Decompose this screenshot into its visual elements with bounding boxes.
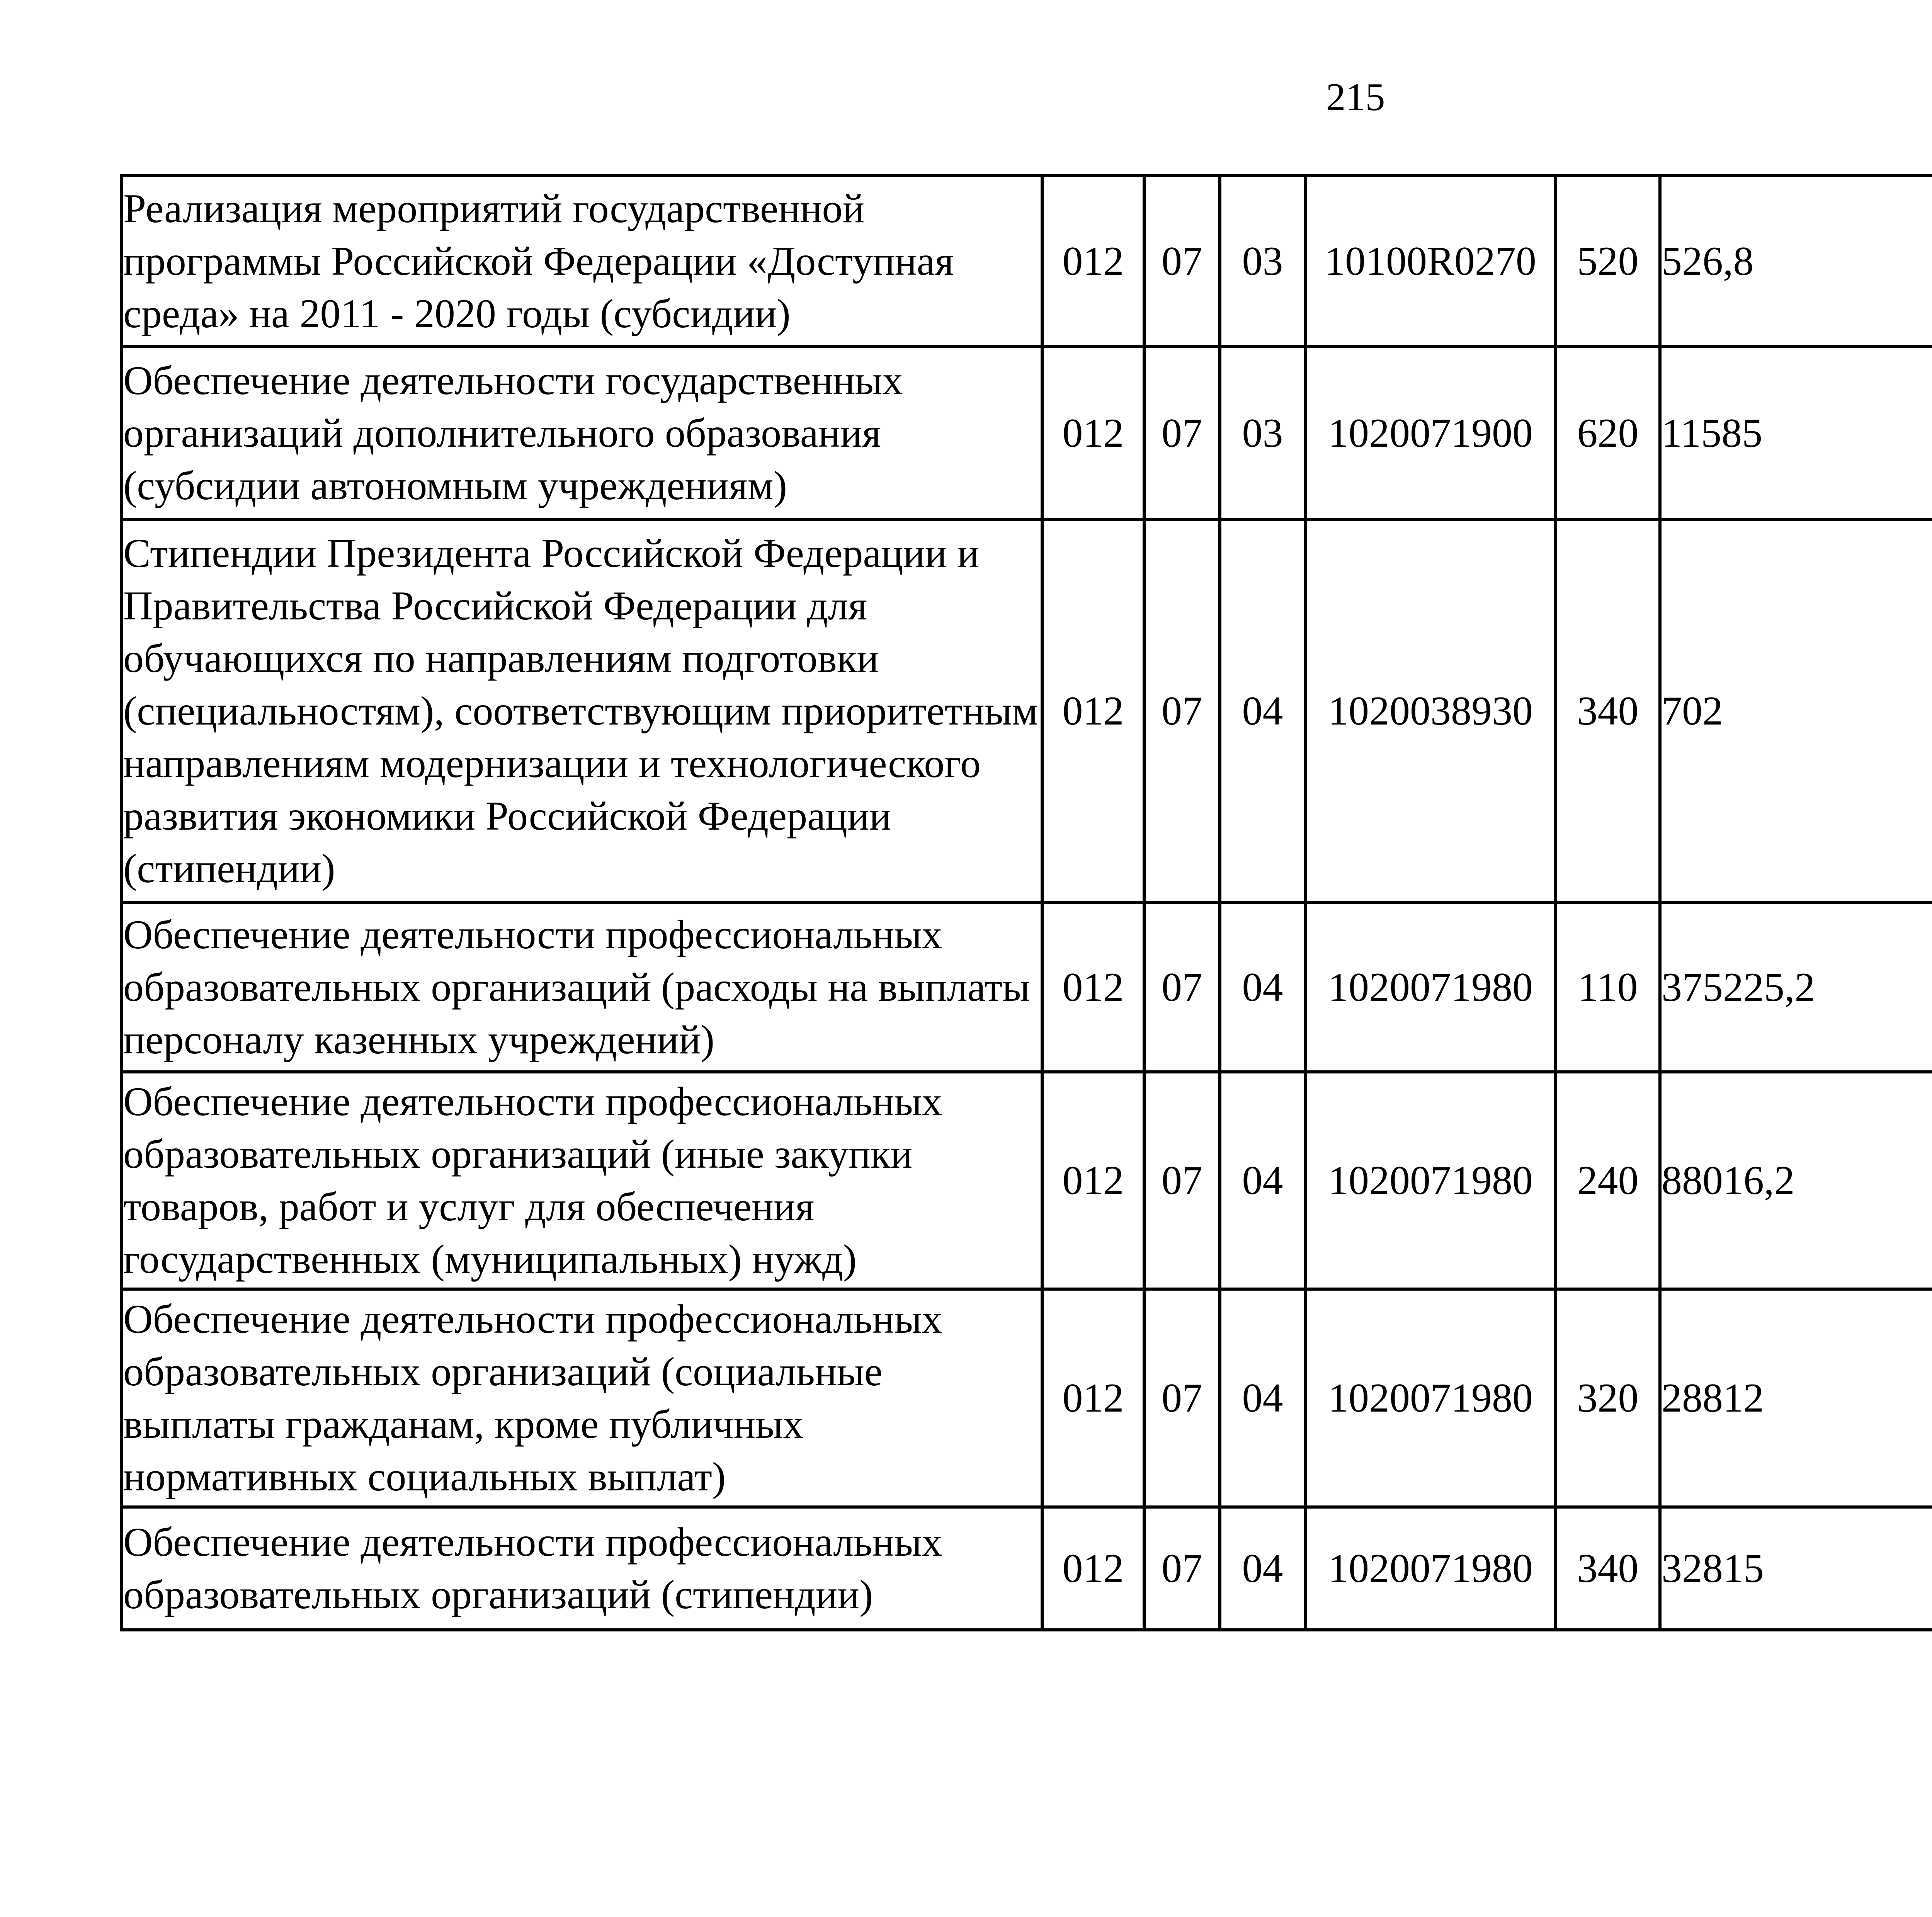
- table-row: [122, 903, 1932, 1072]
- expense-type-cell: 240: [1556, 1072, 1660, 1289]
- ministry-code-cell: 012: [1042, 519, 1144, 903]
- table-row: [122, 175, 1932, 347]
- section-code-cell: 07: [1144, 519, 1220, 903]
- target-article-cell: 1020071980: [1305, 1507, 1556, 1630]
- target-article-cell: 1020071900: [1305, 347, 1556, 519]
- amount-1-cell: 88016,2: [1660, 1072, 1932, 1289]
- target-article-cell: 1020038930: [1305, 519, 1556, 903]
- section-code-cell: 07: [1144, 347, 1220, 519]
- amount-1-cell: 375225,2: [1660, 903, 1932, 1072]
- subsection-code-cell: 04: [1220, 903, 1305, 1072]
- ministry-code-cell: 012: [1042, 1072, 1144, 1289]
- table-row: [122, 1289, 1932, 1507]
- subsection-code-cell: 04: [1220, 1072, 1305, 1289]
- target-article-cell: 1020071980: [1305, 1289, 1556, 1507]
- budget-table: [120, 174, 1932, 1631]
- amount-1-cell: 526,8: [1660, 175, 1932, 347]
- table-row: [122, 1507, 1932, 1630]
- subsection-code-cell: 03: [1220, 175, 1305, 347]
- expense-name-cell: Обеспечение деятельности государственных организаций дополнительного образования (субсидии автономным учреждениям): [122, 347, 1042, 519]
- section-code-cell: 07: [1144, 175, 1220, 347]
- subsection-code-cell: 04: [1220, 1507, 1305, 1630]
- expense-type-cell: 320: [1556, 1289, 1660, 1507]
- expense-type-cell: 620: [1556, 347, 1660, 519]
- expense-name-cell: Реализация мероприятий государственной программы Российской Федерации «Доступная среда» на 2011 - 2020 годы (субсидии): [122, 175, 1042, 347]
- amount-1-cell: 702: [1660, 519, 1932, 903]
- expense-name-cell: Стипендии Президента Российской Федерации и Правительства Российской Федерации для обучающихся по направлениям подготовки (специальностям), соответствующим приоритетным направлениям модернизации и технологического развития экономики Российской Федерации (стипендии): [122, 519, 1042, 903]
- section-code-cell: 07: [1144, 1072, 1220, 1289]
- expense-type-cell: 520: [1556, 175, 1660, 347]
- ministry-code-cell: 012: [1042, 347, 1144, 519]
- target-article-cell: 1020071980: [1305, 903, 1556, 1072]
- ministry-code-cell: 012: [1042, 903, 1144, 1072]
- amount-1-cell: 11585: [1660, 347, 1932, 519]
- target-article-cell: 10100R0270: [1305, 175, 1556, 347]
- subsection-code-cell: 03: [1220, 347, 1305, 519]
- page-number: 215: [1326, 75, 1385, 119]
- ministry-code-cell: 012: [1042, 175, 1144, 347]
- expense-name-cell: Обеспечение деятельности профессиональных образовательных организаций (иные закупки товаров, работ и услуг для обеспечения государственных (муниципальных) нужд): [122, 1072, 1042, 1289]
- expense-name-cell: Обеспечение деятельности профессиональных образовательных организаций (стипендии): [122, 1507, 1042, 1630]
- expense-name-cell: Обеспечение деятельности профессиональных образовательных организаций (социальные выплаты гражданам, кроме публичных нормативных социальных выплат): [122, 1289, 1042, 1507]
- table-row: [122, 347, 1932, 519]
- section-code-cell: 07: [1144, 1507, 1220, 1630]
- table-row: [122, 519, 1932, 903]
- expense-type-cell: 110: [1556, 903, 1660, 1072]
- amount-1-cell: 28812: [1660, 1289, 1932, 1507]
- section-code-cell: 07: [1144, 903, 1220, 1072]
- table-row: [122, 1072, 1932, 1289]
- subsection-code-cell: 04: [1220, 519, 1305, 903]
- target-article-cell: 1020071980: [1305, 1072, 1556, 1289]
- expense-type-cell: 340: [1556, 519, 1660, 903]
- subsection-code-cell: 04: [1220, 1289, 1305, 1507]
- ministry-code-cell: 012: [1042, 1507, 1144, 1630]
- expense-type-cell: 340: [1556, 1507, 1660, 1630]
- amount-1-cell: 32815: [1660, 1507, 1932, 1630]
- ministry-code-cell: 012: [1042, 1289, 1144, 1507]
- expense-name-cell: Обеспечение деятельности профессиональных образовательных организаций (расходы на выплаты персоналу казенных учреждений): [122, 903, 1042, 1072]
- section-code-cell: 07: [1144, 1289, 1220, 1507]
